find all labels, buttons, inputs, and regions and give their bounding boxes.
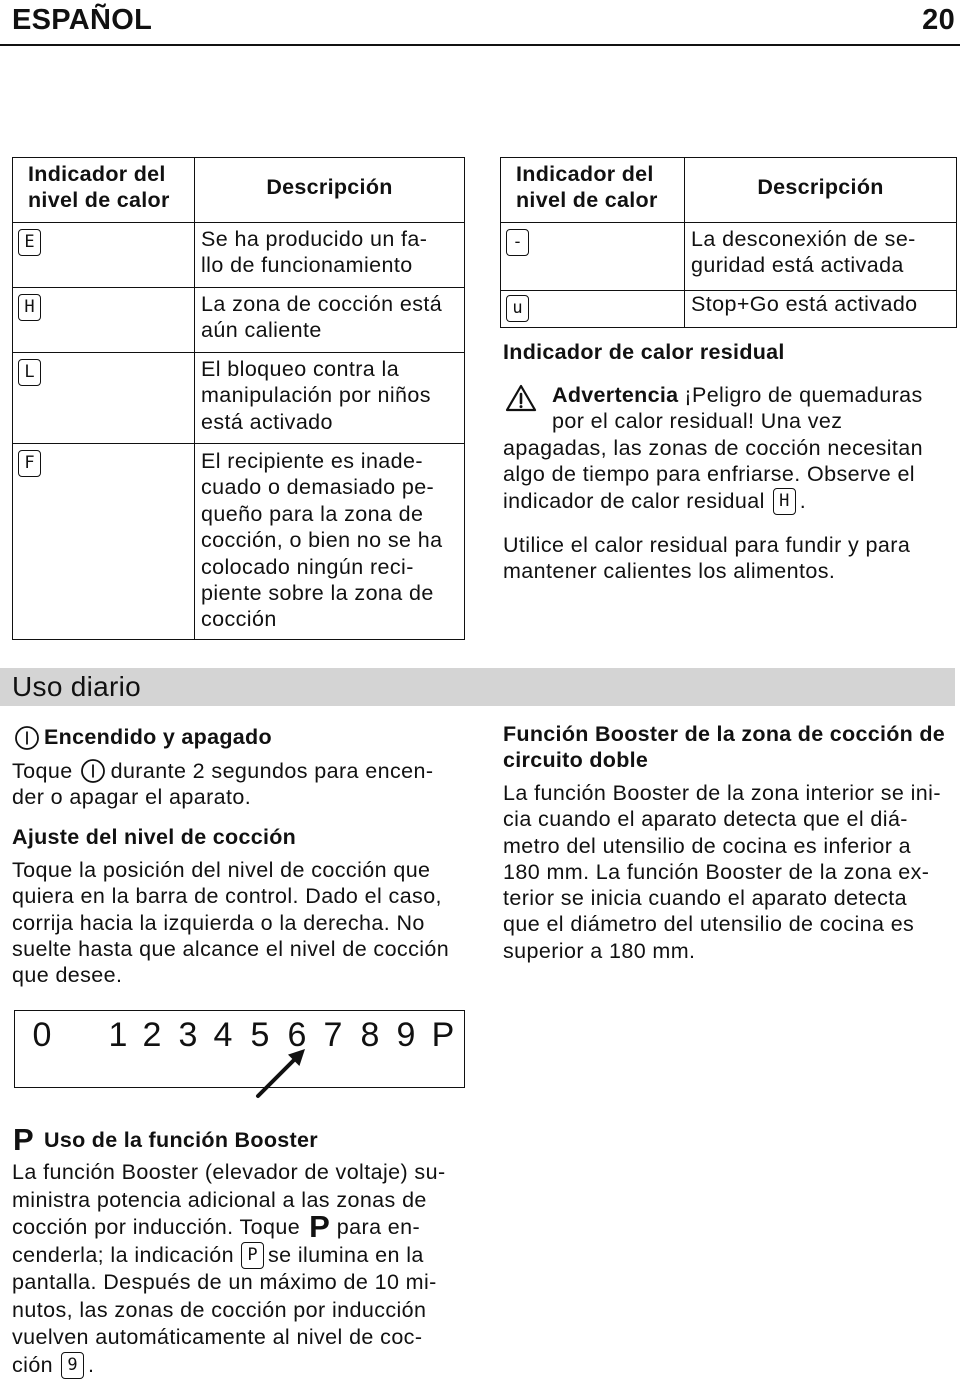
description-line: queño para la zona de <box>201 501 424 526</box>
on-off-line: der o apagar el aparato. <box>12 785 252 810</box>
header-indicator-line: Indicador del <box>516 162 654 186</box>
booster-text-segment: para en- <box>336 1215 421 1239</box>
description-line: El recipiente es inade- <box>201 449 423 473</box>
header-indicator-line: nivel de calor <box>516 188 658 213</box>
display-symbol-9: 9 <box>61 1352 84 1379</box>
description-line: La desconexión de se- <box>691 227 916 251</box>
description-line: Stop+Go está activado <box>691 292 918 316</box>
page-language: ESPAÑOL <box>12 4 153 36</box>
warning-line: algo de tiempo para enfriarse. Observe el <box>503 462 915 487</box>
warning-text: ¡Peligro de quemaduras <box>684 383 923 407</box>
control-bar-level: 8 <box>360 1016 380 1054</box>
indicator-cell <box>13 353 195 443</box>
booster-line: vuelven automáticamente al nivel de coc- <box>12 1325 423 1349</box>
table-row <box>13 288 464 353</box>
power-level-title: Ajuste del nivel de cocción <box>12 825 297 849</box>
residual-heat-title: Indicador de calor residual <box>503 340 785 364</box>
table-header-indicator <box>501 158 685 222</box>
table-header-description: Descripción <box>757 175 884 199</box>
description-cell <box>685 223 956 290</box>
tip-line: Utilice el calor residual para fundir y para <box>503 533 911 557</box>
description-line: piente sobre la zona de <box>201 580 434 605</box>
indicator-cell <box>13 444 195 639</box>
description-cell <box>195 353 464 443</box>
control-bar-level: 2 <box>142 1016 162 1054</box>
description-line: El bloqueo contra la <box>201 357 400 381</box>
indicator-cell <box>13 288 195 352</box>
control-bar-level: 6 <box>287 1016 307 1054</box>
description-line: cuado o demasiado pe- <box>201 475 435 500</box>
booster-p-icon: P <box>309 1209 330 1244</box>
booster-line <box>12 1242 446 1270</box>
indicator-symbol-f: F <box>18 450 41 477</box>
power-icon <box>14 725 40 751</box>
control-bar-illustration <box>14 1010 465 1088</box>
dual-booster-line: 180 mm. La función Booster de la zona ex- <box>503 859 930 884</box>
indicator-cell <box>501 291 685 327</box>
table-row <box>13 223 464 288</box>
warning-end: . <box>799 488 807 513</box>
booster-line: pantalla. Después de un máximo de 10 mi- <box>12 1270 437 1294</box>
pointer-arrow-icon <box>248 1042 314 1104</box>
dual-booster-text <box>503 780 941 964</box>
on-off-title: Encendido y apagado <box>44 725 272 749</box>
control-bar-level: P <box>431 1016 455 1054</box>
booster-line <box>12 1209 446 1244</box>
description-line: guridad está activada <box>691 253 904 278</box>
warning-line: por el calor residual! Una vez <box>552 409 843 434</box>
indicator-cell <box>13 223 195 287</box>
residual-heat-warning <box>503 382 923 514</box>
table-row <box>13 444 464 639</box>
table-row <box>13 353 464 444</box>
dual-booster-line: que el diámetro del utensilio de cocina es <box>503 912 915 937</box>
table-row <box>501 223 956 291</box>
control-bar-level: 9 <box>396 1016 416 1054</box>
booster-p-icon: P <box>13 1122 34 1157</box>
power-level-text <box>12 857 449 988</box>
indicator-symbol-e: E <box>18 229 41 256</box>
tip-line: mantener calientes los alimentos. <box>503 559 836 584</box>
control-bar-level: 5 <box>250 1016 270 1054</box>
on-off-text <box>12 758 433 811</box>
description-line: llo de funcionamiento <box>201 253 413 278</box>
header-rule <box>0 44 960 46</box>
heat-indicator-table-continued <box>500 157 957 328</box>
dual-booster-line: superior a 180 mm. <box>503 938 696 963</box>
residual-heat-symbol-h: H <box>773 488 796 515</box>
warning-label: Advertencia <box>552 383 679 407</box>
control-bar-level: 7 <box>323 1016 343 1054</box>
booster-text-segment: . <box>88 1352 95 1377</box>
indicator-symbol-u: u <box>506 295 529 322</box>
description-line: La zona de cocción está <box>201 292 443 316</box>
display-symbol-p: P <box>241 1242 264 1269</box>
warning-line: apagadas, las zonas de cocción necesitan <box>503 435 923 460</box>
on-off-line <box>12 758 433 784</box>
booster-text-segment: cocción por inducción. Toque <box>12 1215 301 1239</box>
indicator-cell <box>501 223 685 290</box>
residual-heat-tip <box>503 532 910 585</box>
table-header-description: Descripción <box>266 175 393 199</box>
dual-booster-title-line: Función Booster de la zona de cocción de <box>503 722 946 746</box>
description-line: Se ha producido un fa- <box>201 227 428 251</box>
description-line: cocción <box>201 607 277 632</box>
warning-line <box>503 488 923 514</box>
booster-line: ministra potencia adicional a las zonas de <box>12 1187 427 1212</box>
power-level-line: Toque la posición del nivel de cocción que <box>12 858 431 882</box>
power-level-line: quiera en la barra de control. Dado el caso, <box>12 884 442 909</box>
booster-text-segment: cenderla; la indicación <box>12 1242 234 1267</box>
booster-text-segment: se ilumina en la <box>267 1242 424 1267</box>
warning-text: indicador de calor residual <box>503 488 765 513</box>
control-bar-level: 4 <box>213 1016 233 1054</box>
booster-line <box>12 1352 446 1380</box>
table-row <box>501 291 956 327</box>
control-bar-level: 3 <box>178 1016 198 1054</box>
indicator-symbol-dash: - <box>506 229 529 256</box>
booster-line: nutos, las zonas de cocción por inducción <box>12 1297 427 1322</box>
indicator-symbol-h: H <box>18 294 41 321</box>
dual-booster-line: La función Booster de la zona interior se ini- <box>503 781 941 805</box>
power-level-line: suelte hasta que alcance el nivel de cocción <box>12 936 450 961</box>
power-icon <box>80 758 106 784</box>
page-number: 20 <box>922 4 955 36</box>
dual-booster-line: cia cuando el aparato detecta que el diá- <box>503 807 908 832</box>
booster-title: Uso de la función Booster <box>44 1128 318 1152</box>
table-header-row <box>501 158 956 223</box>
warning-line <box>503 382 923 408</box>
on-off-text-end: durante 2 segundos para encen- <box>110 759 434 783</box>
description-line: manipulación por niños <box>201 383 431 408</box>
table-header-indicator <box>13 158 195 222</box>
description-cell <box>195 223 464 287</box>
power-level-line: corrija hacia la izquierda o la derecha. No <box>12 910 425 935</box>
description-cell <box>195 288 464 352</box>
control-bar-level: 1 <box>108 1016 128 1054</box>
description-cell <box>685 291 956 327</box>
description-cell <box>195 444 464 639</box>
booster-text-segment: ción <box>12 1352 54 1377</box>
dual-booster-line: terior se inicia cuando el aparato detecta <box>503 886 908 911</box>
dual-booster-title <box>503 721 945 773</box>
section-bar <box>0 668 955 706</box>
description-line: está activado <box>201 409 333 434</box>
heat-indicator-table <box>12 157 465 640</box>
description-line: aún caliente <box>201 318 322 343</box>
indicator-symbol-l: L <box>18 359 41 386</box>
description-line: colocado ningún reci- <box>201 554 414 579</box>
on-off-text-start: Toque <box>12 759 73 783</box>
booster-text <box>12 1159 446 1379</box>
control-bar-level: 0 <box>32 1016 52 1054</box>
table-header-row <box>13 158 464 223</box>
header-indicator-line: nivel de calor <box>28 188 170 213</box>
dual-booster-line: metro del utensilio de cocina es inferior a <box>503 833 911 858</box>
header-indicator-line: Indicador del <box>28 162 166 186</box>
section-title: Uso diario <box>12 671 142 702</box>
power-level-line: que desee. <box>12 963 123 987</box>
description-line: cocción, o bien no se ha <box>201 528 443 553</box>
dual-booster-title-line: circuito doble <box>503 748 649 773</box>
booster-line: La función Booster (elevador de voltaje) su- <box>12 1160 446 1184</box>
